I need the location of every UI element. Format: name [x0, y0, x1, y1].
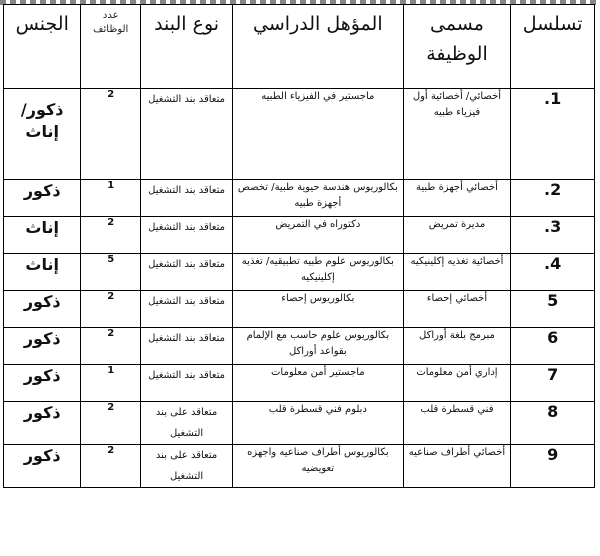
cell-positions-count: 2	[81, 402, 141, 445]
cell-positions-count: 2	[81, 291, 141, 328]
cell-positions-count: 2	[81, 217, 141, 254]
cell-qualification: دكتوراه في التمريض	[233, 217, 404, 254]
cell-job-title: أخصائية تغذيه إكلينيكيه	[403, 254, 511, 291]
table-row	[4, 402, 595, 445]
cell-job-title: مديرة تمريض	[403, 217, 511, 254]
cell-contract-type: متعاقد بند التشغيل	[141, 365, 233, 402]
cell-qualification: بكالوريوس إحصاء	[233, 291, 404, 328]
cell-gender: ذكور	[4, 291, 81, 328]
table-row	[4, 445, 595, 488]
header-gender: الجنس	[4, 5, 81, 89]
cell-positions-count: 1	[81, 180, 141, 217]
header-contract-type: نوع البند	[141, 5, 233, 89]
cell-qualification: بكالوريوس هندسة حيوية طبية/ تخصص أجهزة طبيه	[233, 180, 404, 217]
cell-gender: ذكور/ إناث	[4, 89, 81, 180]
cell-serial: 4.	[511, 254, 595, 291]
header-qualification: المؤهل الدراسي	[233, 5, 404, 89]
cell-serial: 7	[511, 365, 595, 402]
cell-job-title: فني قسطرة قلب	[403, 402, 511, 445]
table-row	[4, 89, 595, 180]
table-row	[4, 291, 595, 328]
jobs-table	[3, 4, 595, 488]
cell-job-title: أخصائي أجهزة طبية	[403, 180, 511, 217]
cell-positions-count: 5	[81, 254, 141, 291]
cell-job-title: إداري أمن معلومات	[403, 365, 511, 402]
cell-contract-type: متعاقد بند التشغيل	[141, 89, 233, 180]
table-row	[4, 254, 595, 291]
cell-serial: 2.	[511, 180, 595, 217]
cell-job-title: أخصائي إحصاء	[403, 291, 511, 328]
cell-job-title: أخصائي أطراف صناعيه	[403, 445, 511, 488]
cell-qualification: ماجستير أمن معلومات	[233, 365, 404, 402]
cell-contract-type: متعاقد بند التشغيل	[141, 180, 233, 217]
cell-contract-type: متعاقد على بند التشغيل	[141, 445, 233, 488]
cell-gender: ذكور	[4, 365, 81, 402]
cell-serial: 1.	[511, 89, 595, 180]
cell-serial: 6	[511, 328, 595, 365]
cell-positions-count: 2	[81, 89, 141, 180]
cell-contract-type: متعاقد بند التشغيل	[141, 217, 233, 254]
cell-positions-count: 1	[81, 365, 141, 402]
cell-contract-type: متعاقد بند التشغيل	[141, 328, 233, 365]
header-row	[4, 5, 595, 89]
cell-qualification: بكالوريوس علوم طبيه تطبيقيه/ تغذيه إكلينيكيه	[233, 254, 404, 291]
cell-job-title: مبرمج بلغة أوراكل	[403, 328, 511, 365]
cell-gender: ذكور	[4, 445, 81, 488]
cell-contract-type: متعاقد بند التشغيل	[141, 254, 233, 291]
table-row	[4, 180, 595, 217]
cell-gender: ذكور	[4, 180, 81, 217]
table-row	[4, 365, 595, 402]
table-header	[4, 5, 595, 89]
cell-job-title: أخصائي/ أخصائية أول فيزياء طبيه	[403, 89, 511, 180]
table-body	[4, 89, 595, 488]
header-job-title: مسمى الوظيفة	[403, 5, 511, 89]
cell-gender: إناث	[4, 217, 81, 254]
cell-serial: 9	[511, 445, 595, 488]
cell-contract-type: متعاقد بند التشغيل	[141, 291, 233, 328]
cell-positions-count: 2	[81, 445, 141, 488]
table-row	[4, 217, 595, 254]
cell-gender: ذكور	[4, 328, 81, 365]
cell-qualification: بكالوريوس علوم حاسب مع الإلمام بقواعد أوراكل	[233, 328, 404, 365]
cell-qualification: دبلوم فني قسطرة قلب	[233, 402, 404, 445]
cell-gender: إناث	[4, 254, 81, 291]
cell-qualification: ماجستير في الفيزياء الطبيه	[233, 89, 404, 180]
cell-positions-count: 2	[81, 328, 141, 365]
cell-contract-type: متعاقد على بند التشغيل	[141, 402, 233, 445]
cell-gender: ذكور	[4, 402, 81, 445]
cell-serial: 3.	[511, 217, 595, 254]
cell-qualification: بكالوريوس أطراف صناعيه واجهزه تعويضيه	[233, 445, 404, 488]
cell-serial: 8	[511, 402, 595, 445]
header-positions-count: عدد الوظائف	[81, 5, 141, 89]
cell-serial: 5	[511, 291, 595, 328]
table-row	[4, 328, 595, 365]
header-serial: تسلسل	[511, 5, 595, 89]
